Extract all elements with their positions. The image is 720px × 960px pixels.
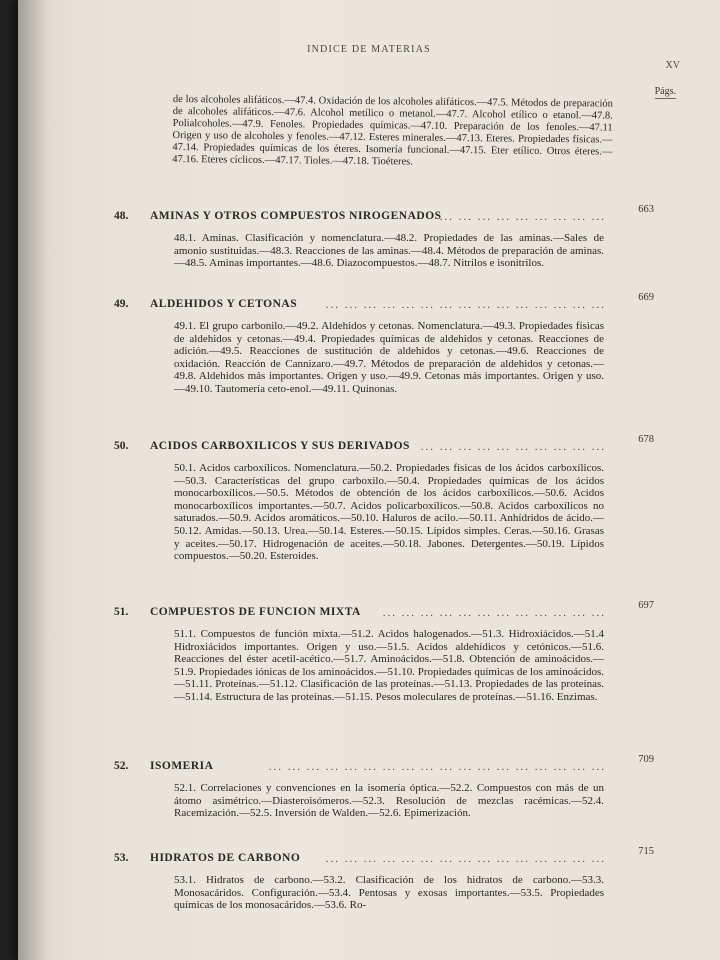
leader-dots: ... ... ... ... ... ... ... ... ... ... ... ... [382, 607, 606, 619]
chapter-page: 715 [638, 846, 654, 857]
chapter-contents: 53.1. Hidratos de carbono.—53.2. Clasificación de los hidratos de carbono.—53.3. Monosacáridos. Configuración.—53.4. Pentosas y exosas importantes.—53.5. Propiedades químicas de los monosacáridos.—53.6. Ro- [174, 874, 604, 912]
chapter-title: ALDEHIDOS Y CETONAS [150, 298, 298, 310]
chapter-entry [114, 292, 654, 396]
leader-dots: ... ... ... ... ... ... ... ... ... ... ... ... ... ... ... [325, 299, 606, 311]
chapter-entry [114, 600, 654, 704]
chapter-header [114, 292, 654, 314]
chapter-contents: 52.1. Correlaciones y convenciones en la isomería óptica.—52.2. Compuestos con más de un átomo asimétrico.—Diasteroisómeros.—52.3. Resolución de mezclas racémicas.—52.4. Racemización.—52.5. Inversión de Walden.—52.6. Epimerización. [174, 782, 604, 820]
leader-dots: ... ... ... ... ... ... ... ... ... [439, 211, 606, 223]
running-head: INDICE DE MATERIAS [307, 44, 431, 55]
chapter-number: 51. [114, 606, 129, 618]
chapter-title: AMINAS Y OTROS COMPUESTOS NIROGENADOS [150, 210, 442, 222]
chapter-header [114, 846, 654, 868]
chapter-title: HIDRATOS DE CARBONO [150, 852, 301, 864]
chapter-page: 678 [638, 434, 654, 445]
chapter-title: COMPUESTOS DE FUNCION MIXTA [150, 606, 361, 618]
chapter-page: 709 [638, 754, 654, 765]
chapter-entry [114, 434, 654, 563]
chapter-number: 52. [114, 760, 129, 772]
chapter-number: 49. [114, 298, 129, 310]
leader-dots: ... ... ... ... ... ... ... ... ... ... ... ... ... ... ... ... ... ... [268, 761, 606, 773]
chapter-number: 53. [114, 852, 129, 864]
chapter-page: 669 [638, 292, 654, 303]
chapter-contents: 50.1. Acidos carboxílicos. Nomenclatura.—50.2. Propiedades físicas de los ácidos carboxílicos.—50.3. Características del grupo carboxilo.—50.4. Propiedades químicas de los ácidos monocarboxílicos.—50.5. Métodos de obtención de los ácidos carboxílicos.—50.6. Acidos monocarboxílicos importantes.—50.7. Acidos policarboxílicos.—50.8. Acidos carboxílicos no saturados.—50.9. Acidos aromáticos.—50.10. Haluros de acilo.—50.11. Anhídridos de ácido.—50.12. Amidas.—50.13. Urea.—50.14. Esteres.—50.15. Lípidos simples. Ceras.—50.16. Grasas y aceites.—50.17. Hidrogenación de aceites.—50.18. Jabones. Detergentes.—50.19. Lípidos compuestos.—50.20. Esteroides. [174, 462, 604, 563]
chapter-page: 697 [638, 600, 654, 611]
leader-dots: ... ... ... ... ... ... ... ... ... ... [420, 441, 606, 453]
chapter-number: 50. [114, 440, 129, 452]
chapter-entry [114, 846, 654, 912]
chapter-header [114, 204, 654, 226]
pags-column-label: Págs. [654, 86, 676, 97]
chapter-number: 48. [114, 210, 129, 222]
chapter-header [114, 434, 654, 456]
binding-shadow [18, 0, 48, 960]
page-number: XV [665, 60, 680, 71]
chapter-header [114, 600, 654, 622]
chapter-title: ISOMERIA [150, 760, 214, 772]
chapter-page: 663 [638, 204, 654, 215]
chapter-contents: 51.1. Compuestos de función mixta.—51.2. Acidos halogenados.—51.3. Hidroxiácidos.—51.4 Hidroxiácidos importantes. Origen y uso.—51.5. Acidos aldehídicos y cetónicos.—51.6. Reacciones del éster acetil-acético.—51.7. Aminoácidos.—51.8. Obtención de aminoácidos.—51.9. Propiedades iónicas de los aminoácidos.—51.10. Propiedades químicas de los aminoácidos. —51.11. Proteínas.—51.12. Clasificación de las proteínas.—51.13. Propiedades de las proteínas.—51.14. Estructura de las proteínas.—51.15. Pesos moleculares de proteínas.—51.16. Enzimas. [174, 628, 604, 703]
chapter-contents: 48.1. Aminas. Clasificación y nomenclatura.—48.2. Propiedades de las aminas.—Sales de amonio sustituidas.—48.3. Reacciones de las aminas.—48.4. Métodos de preparación de aminas.—48.5. Aminas importantes.—48.6. Diazocompuestos.—48.7. Nitrilos e isonitrilos. [174, 232, 604, 270]
chapter-header [114, 754, 654, 776]
chapter-contents: 49.1. El grupo carbonilo.—49.2. Aldehidos y cetonas. Nomenclatura.—49.3. Propiedades físicas de aldehidos y cetonas.—49.4. Propiedades químicas de aldehidos y cetonas. Reacciones de adición.—49.5. Reacciones de sustitución de aldehidos y cetonas.—49.6. Reacciones de oxidación. Reacción de Cannizaro.—49.7. Métodos de preparación de aldehidos y cetonas.—49.8. Aldehidos más importantes. Origen y uso.—49.9. Cetonas más importantes. Origen y uso.—49.10. Tautomería ceto-enol.—49.11. Quinonas. [174, 320, 604, 395]
chapter-title: ACIDOS CARBOXILICOS Y SUS DERIVADOS [150, 440, 410, 452]
continuation-text: de los alcoholes alifáticos.—47.4. Oxidación de los alcoholes alifáticos.—47.5. Métodos de preparación de alcoholes alifáticos.—47.6. Alcohol metílico o metanol.—47.7. Alcohol etílico o etanol.—47.8. Polialcoholes.—47.9. Fenoles. Propiedades químicas.—47.10. Preparación de los fenoles.—47.11 Origen y uso de alcoholes y fenoles.—47.12. Esteres minerales.—47.13. Eteres. Propiedades físicas.—47.14. Propiedades químicas de los éteres. Isomería funcional.—47.15. Eter etílico. Otros éteres.—47.16. Eteres cíclicos.—47.17. Tioles.—47.18. Tioéteres. [172, 94, 613, 168]
leader-dots: ... ... ... ... ... ... ... ... ... ... ... ... ... ... ... [325, 853, 606, 865]
chapter-entry [114, 754, 654, 820]
book-page [18, 0, 720, 960]
chapter-entry [114, 204, 654, 270]
